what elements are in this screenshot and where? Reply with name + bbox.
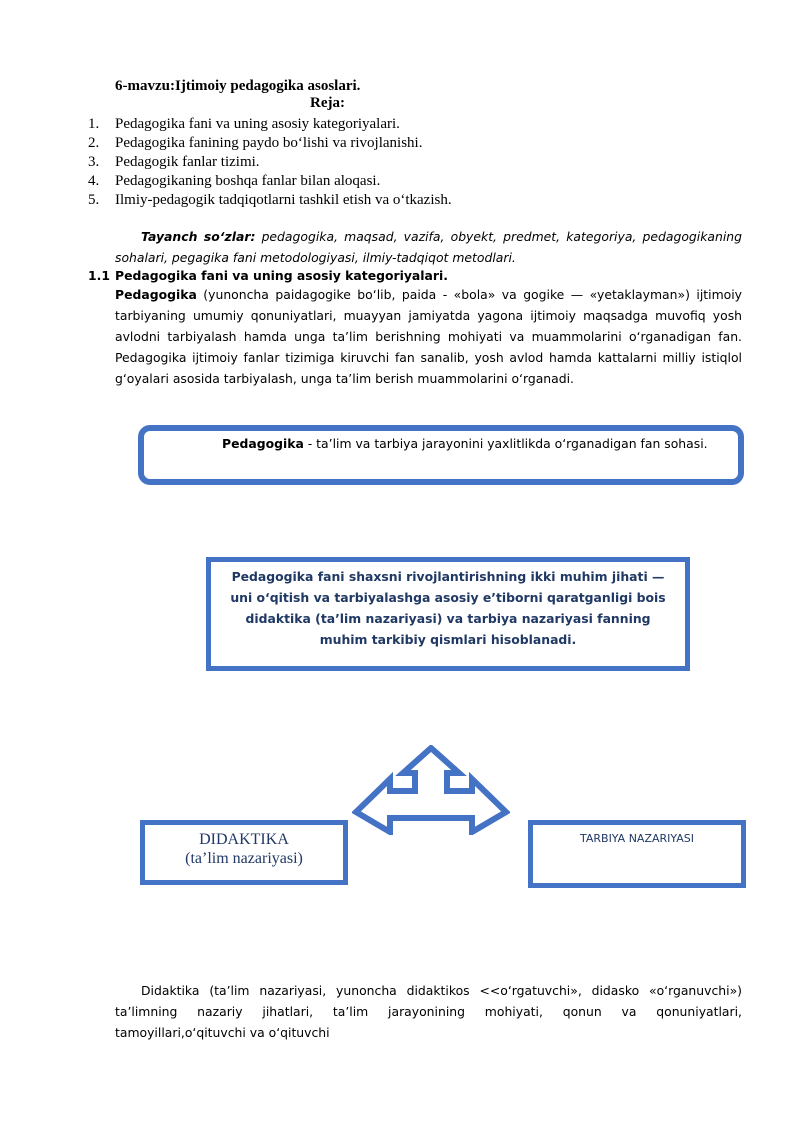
- plan-item-number: 2.: [88, 135, 100, 151]
- plan-item-text: Ilmiy-pedagogik tadqiqotlarni tashkil etish va o‘tkazish.: [115, 192, 452, 208]
- section-body: [115, 284, 742, 389]
- info-box-text: Pedagogika fani shaxsni rivojlantirishning ikki muhim jihati — uni o‘qitish va tarbiyalashga asosiy e’tiborni qaratganligi bois didaktika (ta’lim nazariyasi) va tarbiya nazariyasi fanning muhim tarkibiy qismlari hisoblanadi.: [230, 569, 666, 647]
- plan-item: [88, 191, 452, 210]
- topic-title: 6-mavzu:Ijtimoiy pedagogika asoslari.: [115, 78, 361, 94]
- upbringing-theory-label: TARBIYA NAZARIYASI: [579, 832, 695, 845]
- plan-item-number: 5.: [88, 192, 100, 208]
- split-arrow-icon: [352, 745, 510, 835]
- didactics-title: DIDAKTIKA: [199, 831, 289, 848]
- section-lead-term: Pedagogika: [115, 287, 197, 302]
- section-title: Pedagogika fani va uning asosiy kategoriyalari.: [115, 268, 448, 283]
- plan-item: [88, 153, 452, 172]
- plan-item-text: Pedagogikaning boshqa fanlar bilan aloqasi.: [115, 173, 381, 189]
- upbringing-theory-box: [528, 820, 746, 888]
- plan-item: [88, 134, 452, 153]
- didactics-subtitle: (ta’lim nazariyasi): [185, 850, 303, 867]
- definition-body: - ta’lim va tarbiya jarayonini yaxlitlikda o‘rganadigan fan sohasi.: [303, 436, 708, 451]
- definition-text: [222, 436, 708, 451]
- section-body-text: (yunoncha paidagogike bo‘lib, paida - «bola» va gogike — «yetaklayman») ijtimoiy tarbiyaning umumiy qonuniyatlari, muayyan jamiyatda yagona ijtimoiy maqsadga muvofiq yosh avlodni tarbiyalash hamda unga ta’lim berishning mohiyati va muammolarini o‘rganadigan fan. Pedagogika ijtimoiy fanlar tizimiga kiruvchi fan sanalib, yosh avlod hamda kattalarni milliy istiqlol g‘oyalari asosida tarbiyalash, unga ta’lim berish muammolarini o‘rganadi.: [115, 287, 742, 386]
- definition-term: Pedagogika: [222, 436, 304, 451]
- keywords-label: Tayanch so‘zlar:: [141, 229, 256, 244]
- plan-item-number: 3.: [88, 154, 100, 170]
- plan-item-text: Pedagogik fanlar tizimi.: [115, 154, 260, 170]
- didactics-paragraph: Didaktika (ta’lim nazariyasi, yunoncha didaktikos <<o‘rgatuvchi», didasko «o‘rganuvchi») ta’limning nazariy jihatlari, ta’lim jarayonining mohiyati, qonun va qonuniyatlari, tamoyillari,o‘qituvchi va o‘qituvchi: [115, 983, 742, 1040]
- plan-item-number: 4.: [88, 173, 100, 189]
- definition-box: [138, 425, 744, 485]
- plan-list: [88, 115, 452, 210]
- didactics-label: [145, 830, 343, 868]
- plan-item: [88, 115, 452, 134]
- plan-item-text: Pedagogika fanining paydo bo‘lishi va rivojlanishi.: [115, 135, 423, 151]
- section-number: 1.1: [88, 268, 110, 283]
- keywords-paragraph: [115, 226, 742, 268]
- plan-heading: Reja:: [310, 95, 345, 111]
- plan-item-text: Pedagogika fani va uning asosiy kategoriyalari.: [115, 116, 400, 132]
- plan-item: [88, 172, 452, 191]
- keywords-text: pedagogika, maqsad, vazifa, obyekt, predmet, kategoriya, pedagogikaning sohalari, pegagika fani metodologiyasi, ilmiy-tadqiqot metodlari.: [115, 229, 742, 265]
- plan-item-number: 1.: [88, 116, 100, 132]
